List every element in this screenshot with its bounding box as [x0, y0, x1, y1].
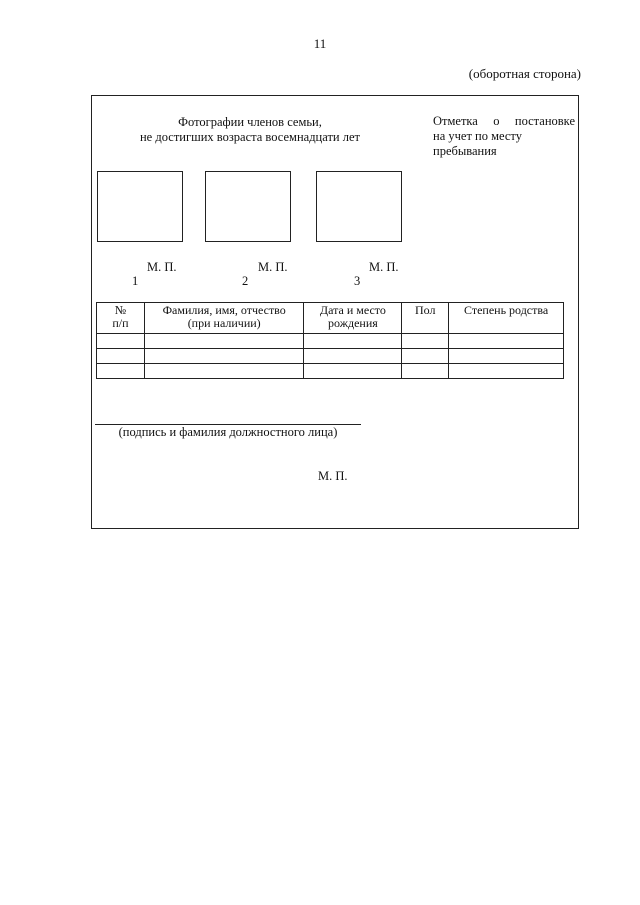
table-cell[interactable] — [304, 334, 402, 349]
header-full-name-line-1: Фамилия, имя, отчество — [162, 303, 286, 317]
table-cell[interactable] — [97, 349, 145, 364]
header-number — [97, 303, 145, 334]
header-full-name — [144, 303, 304, 334]
header-birth-line-2: рождения — [328, 316, 378, 330]
registration-mark-line-1: Отметка о постановке — [433, 114, 575, 128]
reverse-side-label: (оборотная сторона) — [468, 66, 581, 81]
photo-number-3: 3 — [354, 274, 361, 288]
header-sex-label: Пол — [415, 303, 436, 317]
table-row — [97, 334, 564, 349]
table-cell[interactable] — [402, 349, 449, 364]
registration-mark-line-2: на учет по месту — [433, 129, 522, 143]
table-row — [97, 349, 564, 364]
signature-caption: (подпись и фамилия должностного лица) — [118, 425, 338, 439]
photo-box-1[interactable] — [97, 171, 183, 242]
stamp-label-3: М. П. — [369, 260, 399, 274]
family-members-table — [96, 302, 564, 379]
table-cell[interactable] — [402, 364, 449, 379]
table-cell[interactable] — [144, 349, 304, 364]
header-sex — [402, 303, 449, 334]
photo-box-2[interactable] — [205, 171, 291, 242]
table-row — [97, 364, 564, 379]
photos-title-line-1: Фотографии членов семьи, — [178, 115, 322, 129]
stamp-label-1: М. П. — [147, 260, 177, 274]
table-header-row — [97, 303, 564, 334]
table-cell[interactable] — [144, 364, 304, 379]
header-birth-date-place — [304, 303, 402, 334]
photo-box-3[interactable] — [316, 171, 402, 242]
header-relationship-label: Степень родства — [463, 303, 549, 317]
photo-number-2: 2 — [242, 274, 249, 288]
header-number-line-2: п/п — [112, 316, 129, 330]
table-cell[interactable] — [449, 349, 564, 364]
stamp-label-2: М. П. — [258, 260, 288, 274]
table-cell[interactable] — [97, 334, 145, 349]
header-relationship — [449, 303, 564, 334]
photo-number-1: 1 — [132, 274, 139, 288]
table-cell[interactable] — [449, 364, 564, 379]
registration-mark-line-3: пребывания — [433, 144, 497, 158]
registration-mark — [433, 114, 575, 159]
header-full-name-line-2: (при наличии) — [187, 316, 261, 330]
table-cell[interactable] — [97, 364, 145, 379]
header-number-line-1: № — [114, 303, 127, 317]
header-birth-line-1: Дата и место — [319, 303, 386, 317]
table-cell[interactable] — [304, 349, 402, 364]
photos-title-line-2: не достигших возраста восемнадцати лет — [139, 130, 360, 144]
table-cell[interactable] — [402, 334, 449, 349]
photos-section-title — [120, 115, 380, 145]
page-number: 11 — [313, 36, 327, 51]
table-cell[interactable] — [304, 364, 402, 379]
signature-stamp-label: М. П. — [318, 469, 348, 483]
table-cell[interactable] — [144, 334, 304, 349]
table-cell[interactable] — [449, 334, 564, 349]
